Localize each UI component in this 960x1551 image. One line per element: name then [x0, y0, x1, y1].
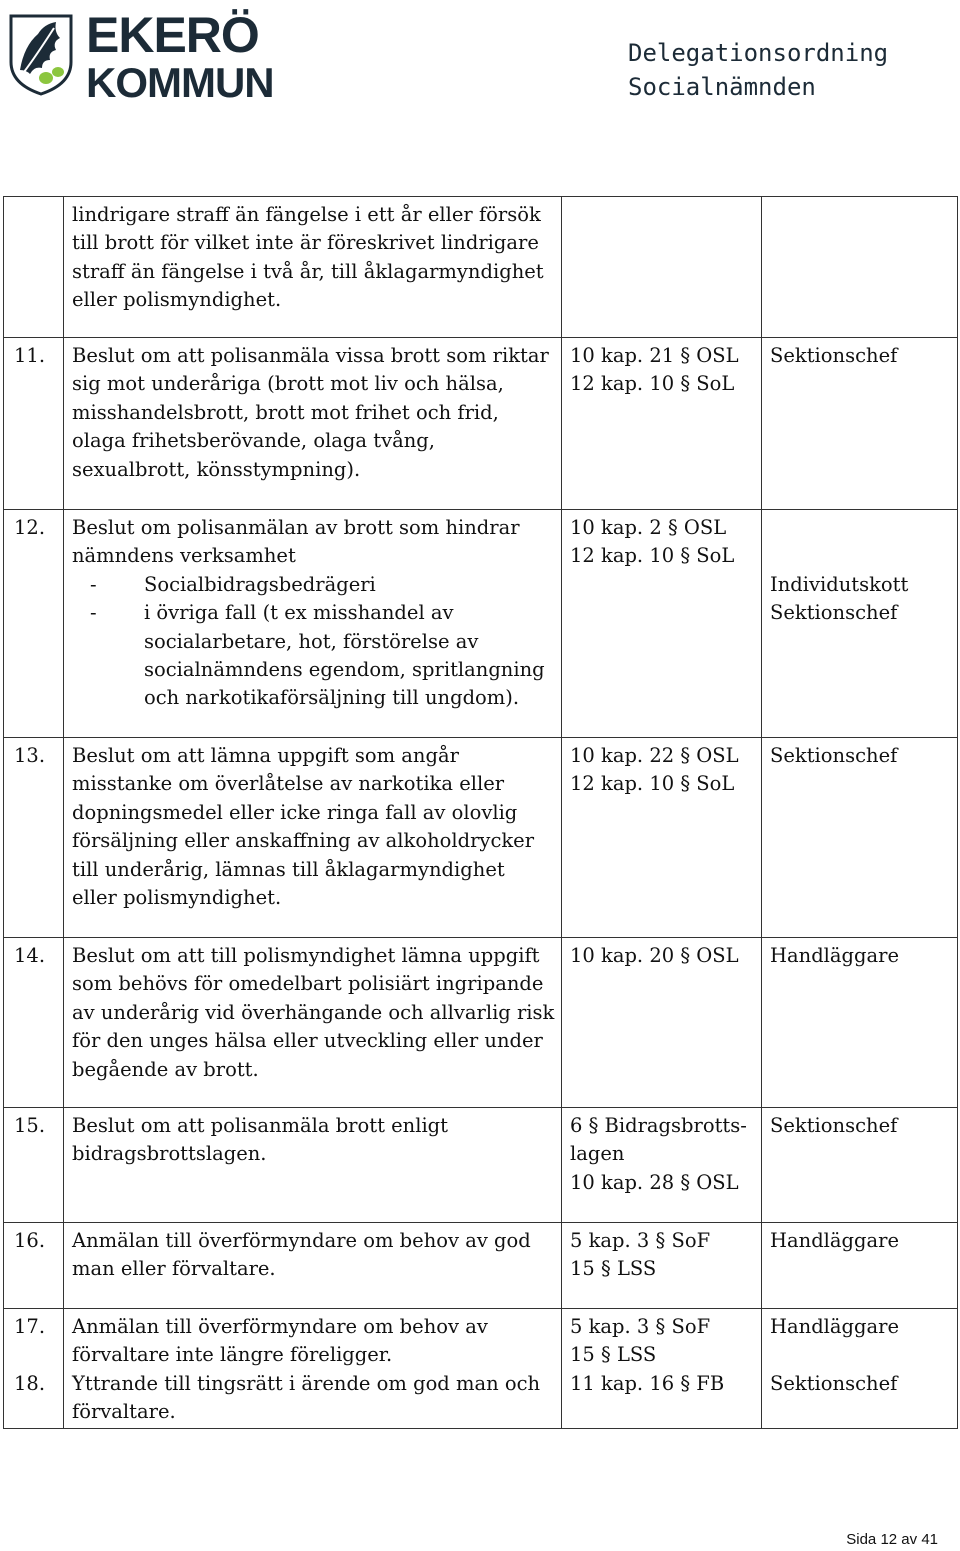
description-line: dopningsmedel eller icke ringa fall av olovlig: [72, 800, 518, 824]
description-line: Beslut om att polisanmäla vissa brott som riktar: [72, 344, 549, 367]
law-line: 10 kap. 20 § OSL: [570, 944, 739, 967]
description-line: misshandelsbrott, brott mot frihet och frid,: [72, 400, 499, 424]
bullet-text: och narkotikaförsäljning till ungdom).: [144, 686, 520, 710]
row-number: 18.: [4, 1370, 64, 1429]
law-line: 12 kap. 10 § SoL: [570, 544, 735, 568]
delegate-line: Sektionschef: [770, 601, 898, 625]
delegate-line: Handläggare: [770, 944, 899, 967]
description-line: till brott för vilket inte är föreskrivet lindrigare: [72, 231, 539, 255]
description-line: förvaltare inte längre föreligger.: [72, 1343, 393, 1367]
table-row: [4, 738, 958, 938]
row-delegate: [762, 938, 958, 1108]
row-number: [4, 197, 64, 338]
table-row: [4, 338, 958, 510]
description-line: bidragsbrottslagen.: [72, 1142, 267, 1166]
bullet-text: i övriga fall (t ex misshandel av: [144, 601, 454, 625]
law-line: lagen: [570, 1142, 625, 1166]
description-line: eller polismyndighet.: [72, 288, 282, 312]
law-line: 5 kap. 3 § SoF: [570, 1315, 711, 1338]
row-law-reference: [562, 338, 762, 510]
row-delegate: [762, 510, 958, 738]
row-description: [64, 1309, 562, 1370]
description-line: som behövs för omedelbart polisiärt ingripande: [72, 972, 544, 996]
description-line: eller polismyndighet.: [72, 886, 282, 910]
law-line: 15 § LSS: [570, 1257, 657, 1281]
law-line: 15 § LSS: [570, 1343, 657, 1367]
description-line: Anmälan till överförmyndare om behov av: [72, 1315, 488, 1338]
bullet-item: [72, 571, 553, 599]
document-header: [628, 36, 888, 104]
document-subtitle: Socialnämnden: [628, 73, 816, 101]
law-line: 10 kap. 21 § OSL: [570, 344, 739, 367]
law-line: 6 § Bidragsbrotts-: [570, 1114, 747, 1137]
delegate-line: [770, 542, 949, 570]
table-row: [4, 510, 958, 738]
logo-line-kommun: KOMMUN: [86, 59, 274, 106]
row-law-reference: [562, 938, 762, 1108]
row-law-reference: [562, 738, 762, 938]
description-line: Beslut om polisanmälan av brott som hindrar: [72, 516, 520, 539]
page-of-label: av: [901, 1531, 918, 1548]
bullet-item: [72, 599, 553, 627]
row-description: [64, 510, 562, 738]
row-number: 17.: [4, 1309, 64, 1370]
document-title: Delegationsordning: [628, 39, 889, 67]
row-law-reference: [562, 1309, 762, 1370]
row-number: 15.: [4, 1108, 64, 1223]
delegate-line: Handläggare: [770, 1315, 899, 1338]
description-line: olaga frihetsberövande, olaga tvång,: [72, 429, 435, 453]
description-line: Anmälan till överförmyndare om behov av god: [72, 1229, 531, 1252]
table-row: [4, 1309, 958, 1370]
bullet-dash: -: [90, 601, 97, 625]
delegation-table: [3, 196, 958, 1429]
row-number: 16.: [4, 1223, 64, 1309]
description-line: man eller förvaltare.: [72, 1257, 276, 1281]
row-law-reference: [562, 1370, 762, 1429]
row-law-reference: [562, 1108, 762, 1223]
description-line: lindrigare straff än fängelse i ett år eller försök: [72, 203, 541, 226]
row-description: [64, 338, 562, 510]
description-line: försäljning eller anskaffning av alkoholdrycker: [72, 829, 535, 853]
delegate-line: Sektionschef: [770, 744, 898, 767]
delegate-line: Handläggare: [770, 1229, 899, 1252]
row-law-reference: [562, 1223, 762, 1309]
description-line: förvaltare.: [72, 1400, 176, 1424]
row-number: 12.: [4, 510, 64, 738]
row-delegate: [762, 1223, 958, 1309]
description-line: för den unges hälsa eller utveckling eller under: [72, 1029, 543, 1053]
oak-leaf-shield-icon: [8, 12, 74, 96]
page-number: [846, 1531, 938, 1548]
bullet-dash: -: [90, 572, 97, 596]
table-row: [4, 938, 958, 1108]
law-line: 12 kap. 10 § SoL: [570, 372, 735, 396]
row-number: 11.: [4, 338, 64, 510]
description-line: Beslut om att polisanmäla brott enligt: [72, 1114, 449, 1137]
law-line: 12 kap. 10 § SoL: [570, 772, 735, 796]
delegate-line: Sektionschef: [770, 344, 898, 367]
logo-line-ekero: EKERÖ: [86, 7, 259, 63]
current-page: 12: [880, 1531, 898, 1548]
description-line: av underårig vid överhängande och allvarlig risk: [72, 1000, 555, 1024]
description-line: sig mot underåriga (brott mot liv och hälsa,: [72, 372, 504, 396]
law-line: 10 kap. 28 § OSL: [570, 1170, 739, 1194]
total-pages: 41: [921, 1531, 938, 1548]
description-line: till underårig, lämnas till åklagarmyndighet: [72, 857, 505, 881]
description-line: straff än fängelse i två år, till åklagarmyndighet: [72, 259, 544, 283]
table-row: [4, 1370, 958, 1429]
law-line: 10 kap. 22 § OSL: [570, 744, 739, 767]
row-law-reference: [562, 510, 762, 738]
row-delegate: [762, 738, 958, 938]
bullet-text: Socialbidragsbedrägeri: [144, 572, 376, 596]
table-row: [4, 1223, 958, 1309]
row-description: [64, 1223, 562, 1309]
description-line: Beslut om att till polismyndighet lämna uppgift: [72, 944, 540, 967]
table-row: [4, 197, 958, 338]
row-description: [64, 938, 562, 1108]
delegate-line: Individutskott: [770, 572, 909, 596]
delegate-line: Sektionschef: [770, 1114, 898, 1137]
row-law-reference: [562, 197, 762, 338]
logo-wordmark: [86, 7, 286, 106]
row-number: 13.: [4, 738, 64, 938]
table-row: [4, 1108, 958, 1223]
row-description: [64, 1370, 562, 1429]
row-delegate: [762, 197, 958, 338]
description-line: begående av brott.: [72, 1057, 259, 1081]
description-line: misstanke om överlåtelse av narkotika eller: [72, 772, 505, 796]
law-line: 10 kap. 2 § OSL: [570, 516, 727, 539]
delegate-line: [770, 514, 949, 542]
row-delegate: [762, 1309, 958, 1370]
law-line: 5 kap. 3 § SoF: [570, 1229, 711, 1252]
bullet-text: socialarbetare, hot, förstörelse av: [144, 629, 479, 653]
description-line: Yttrande till tingsrätt i ärende om god man och: [72, 1371, 541, 1395]
page-label: Sida: [846, 1531, 877, 1548]
row-delegate: [762, 1370, 958, 1429]
row-description: [64, 1108, 562, 1223]
row-delegate: [762, 338, 958, 510]
law-line: 11 kap. 16 § FB: [570, 1371, 725, 1395]
description-line: nämndens verksamhet: [72, 544, 296, 568]
row-number: 14.: [4, 938, 64, 1108]
description-line: Beslut om att lämna uppgift som angår: [72, 744, 459, 767]
row-delegate: [762, 1108, 958, 1223]
bullet-text: socialnämndens egendom, spritlangning: [144, 658, 545, 682]
row-description: [64, 738, 562, 938]
delegate-line: Sektionschef: [770, 1371, 898, 1395]
ekero-kommun-logo: [8, 7, 278, 106]
description-line: sexualbrott, könsstympning).: [72, 457, 361, 481]
row-description: [64, 197, 562, 338]
